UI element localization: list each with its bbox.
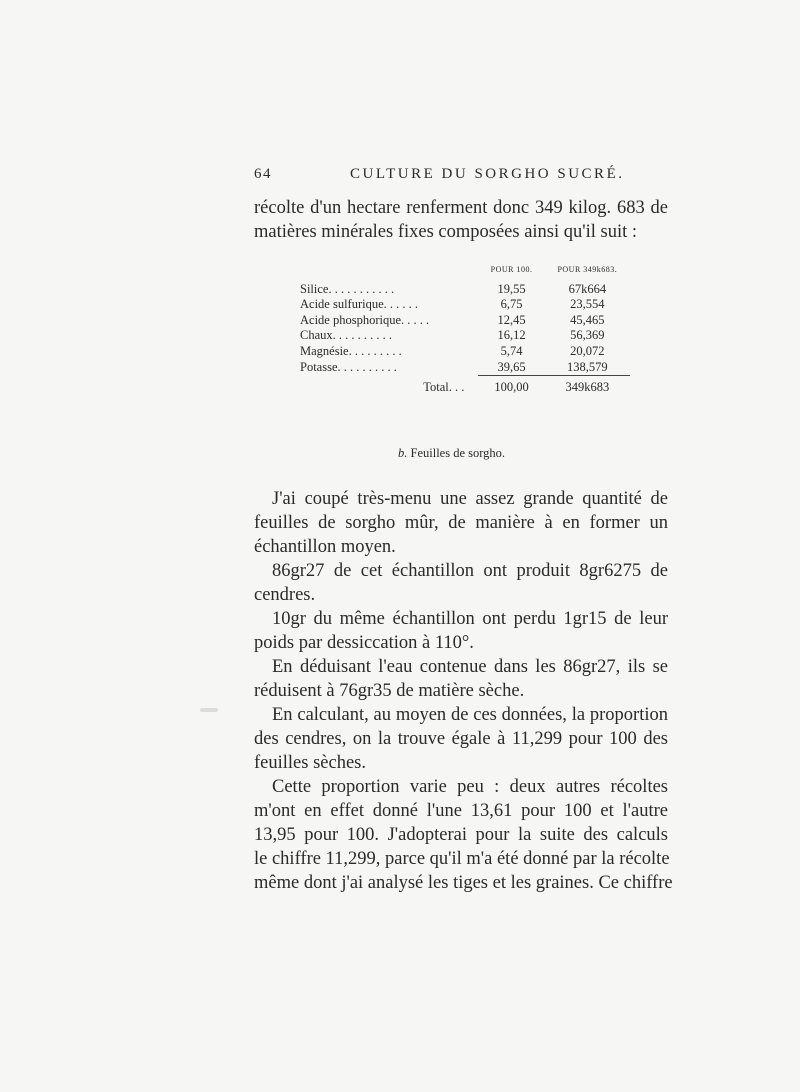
text-line: J'ai coupé très-menu une assez grande quantité de: [272, 489, 668, 509]
text-line: feuilles de sorgho mûr, de manière à en former un: [254, 513, 668, 533]
row-value-pour-349: 20,072: [570, 343, 605, 358]
table-row: [300, 328, 630, 344]
text-line: récolte d'un hectare renferment donc 349 kilog. 683 de: [254, 198, 668, 218]
table-row: [300, 344, 630, 360]
text-line: échantillon moyen.: [254, 537, 396, 557]
text-line: 13,95 pour 100. J'adopterai pour la suite des calculs: [254, 825, 668, 845]
row-value-pour-349: 67k664: [568, 281, 607, 296]
row-value-pour-100: 16,12: [497, 328, 526, 343]
row-label: Silice. . . . . . . . . . .: [300, 281, 395, 296]
text-line: le chiffre 11,299, parce qu'il m'a été donné par la récolte: [254, 849, 670, 869]
text-line: m'ont en effet donné l'une 13,61 pour 100 et l'autre: [254, 801, 668, 821]
paper-mark: [200, 708, 218, 712]
subheading-letter: b.: [398, 446, 408, 460]
row-label: Chaux. . . . . . . . . .: [300, 328, 393, 343]
text-line: En calculant, au moyen de ces données, la proportion: [272, 705, 668, 725]
row-value-pour-100: 6,75: [500, 297, 523, 312]
row-value-pour-100: 39,65: [497, 359, 526, 374]
page-number: 64: [254, 166, 272, 182]
row-value-pour-100: 19,55: [497, 281, 526, 296]
row-label: Acide sulfurique. . . . . .: [300, 297, 419, 312]
row-value-pour-100: 5,74: [500, 343, 523, 358]
running-header: [254, 166, 668, 186]
text-line: des cendres, on la trouve égale à 11,299 pour 100 des: [254, 729, 668, 749]
table-row: [300, 313, 630, 329]
subheading-text: Feuilles de sorgho.: [410, 446, 506, 460]
table-total-row: [300, 376, 630, 396]
total-value-pour-349: 349k683: [545, 376, 630, 396]
text-line: En déduisant l'eau contenue dans les 86gr27, ils se: [272, 657, 668, 677]
text-line: feuilles sèches.: [254, 753, 366, 773]
total-value-pour-100: 100,00: [478, 376, 544, 396]
text-line: réduisent à 76gr35 de matière sèche.: [254, 681, 525, 701]
row-value-pour-349: 56,369: [570, 328, 605, 343]
table-row: [300, 282, 630, 298]
intro-paragraph: [254, 196, 668, 244]
body-text: [254, 487, 673, 895]
text-line: poids par dessiccation à 110°.: [254, 633, 474, 653]
table-row: [300, 360, 630, 376]
row-label: Magnésie. . . . . . . . .: [300, 343, 402, 358]
text-line: matières minérales fixes composées ainsi qu'il suit :: [254, 222, 638, 242]
mineral-composition-table: [300, 262, 630, 396]
row-value-pour-100: 12,45: [497, 312, 526, 327]
column-header-pour-349: POUR 349k683.: [557, 265, 618, 274]
running-title: CULTURE DU SORGHO SUCRÉ.: [350, 166, 625, 182]
row-label: Acide phosphorique. . . . .: [300, 312, 430, 327]
column-header-pour-100: POUR 100.: [490, 265, 533, 274]
text-line: 10gr du même échantillon ont perdu 1gr15 de leur: [272, 609, 668, 629]
total-label: Total. . .: [423, 379, 465, 394]
row-label: Potasse. . . . . . . . . .: [300, 359, 397, 374]
text-line: cendres.: [254, 585, 316, 605]
text-line: même dont j'ai analysé les tiges et les graines. Ce chiffre: [254, 873, 673, 893]
text-line: Cette proportion varie peu : deux autres récoltes: [272, 777, 668, 797]
row-value-pour-349: 23,554: [570, 297, 605, 312]
row-value-pour-349: 138,579: [567, 359, 608, 374]
table-row: [300, 297, 630, 313]
row-value-pour-349: 45,465: [570, 312, 605, 327]
section-subheading: [398, 446, 505, 461]
text-line: 86gr27 de cet échantillon ont produit 8gr6275 de: [272, 561, 668, 581]
